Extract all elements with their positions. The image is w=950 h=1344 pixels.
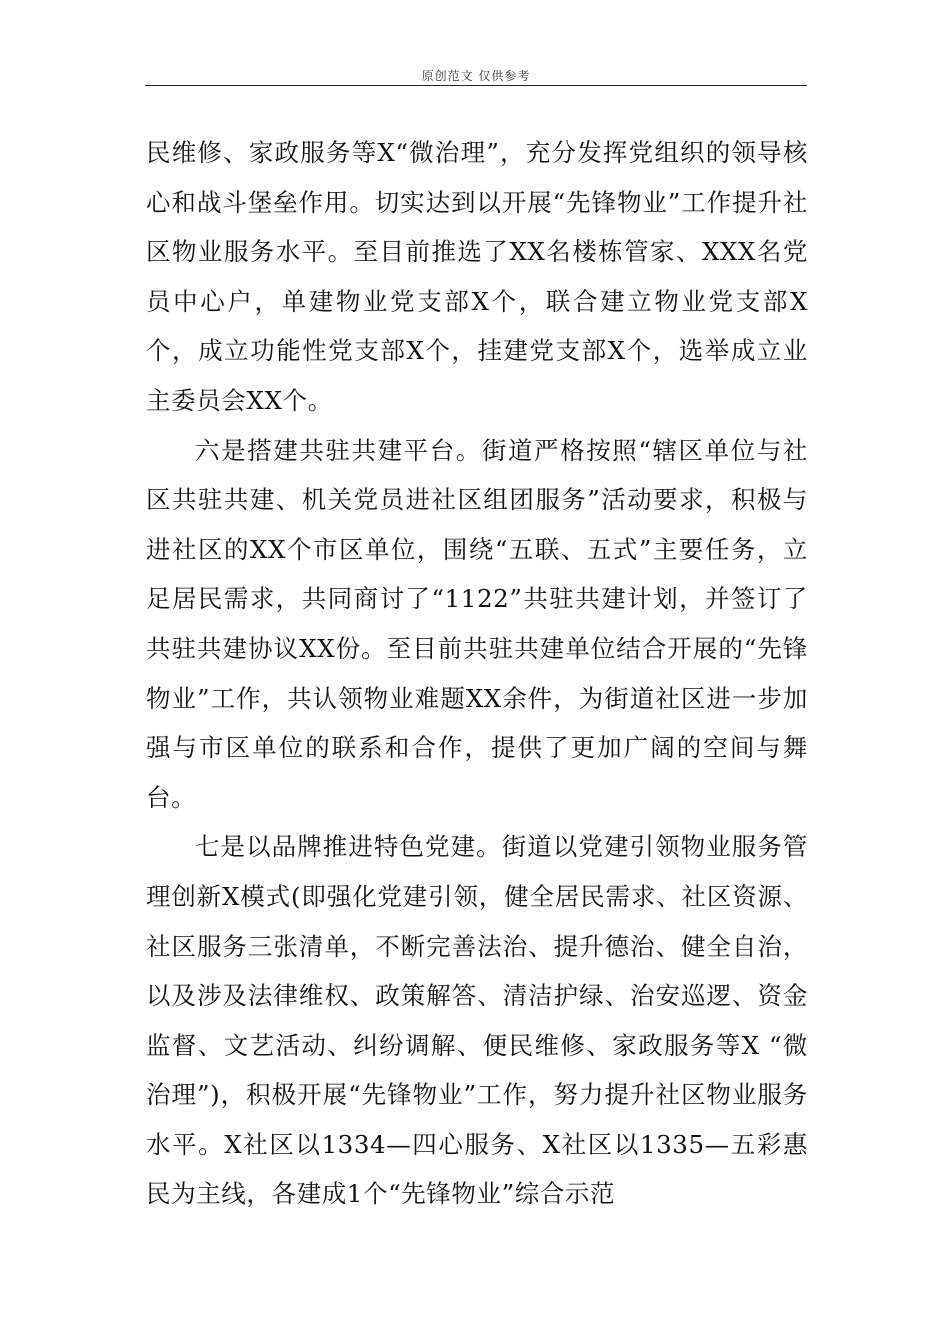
page-header: 原创范文 仅供参考 — [421, 69, 531, 83]
paragraph-continuation: 民维修、家政服务等X“微治理”，充分发挥党组织的领导核心和战斗堡垒作用。切实达到以开展“先锋物业”工作提升社区物业服务水平。至目前推选了XX名楼栋管家、XXX名党员中心户，单建物业党支部X个，联合建立物业党支部X个，成立功能性党支部X个，挂建党支部X个，选举成立业主委员会XX个。 — [146, 138, 808, 415]
header-divider — [145, 85, 807, 86]
paragraph-six: 六是搭建共驻共建平台。街道严格按照“辖区单位与社区共驻共建、机关党员进社区组团服务”活动要求，积极与进社区的XX个市区单位，围绕“五联、五式”主要任务，立足居民需求，共同商讨了“1122”共驻共建计划，并签订了共驻共建协议XX份。至目前共驻共建单位结合开展的“先锋物业”工作，共认领物业难题XX余件，为街道社区进一步加强与市区单位的联系和合作，提供了更加广阔的空间与舞台。 — [146, 435, 808, 812]
paragraph-seven: 七是以品牌推进特色党建。街道以党建引领物业服务管理创新X模式(即强化党建引领，健全居民需求、社区资源、社区服务三张清单，不断完善法治、提升德治、健全自治，以及涉及法律维权、政策解答、清洁护绿、治安巡逻、资金监督、文艺活动、纠纷调解、便民维修、家政服务等X “微治理”)，积极开展“先锋物业”工作，努力提升社区物业服务水平。X社区以1334—四心服务、X社区以1335—五彩惠民为主线，各建成1个“先锋物业”综合示范 — [146, 832, 808, 1209]
document-body — [146, 128, 808, 1219]
